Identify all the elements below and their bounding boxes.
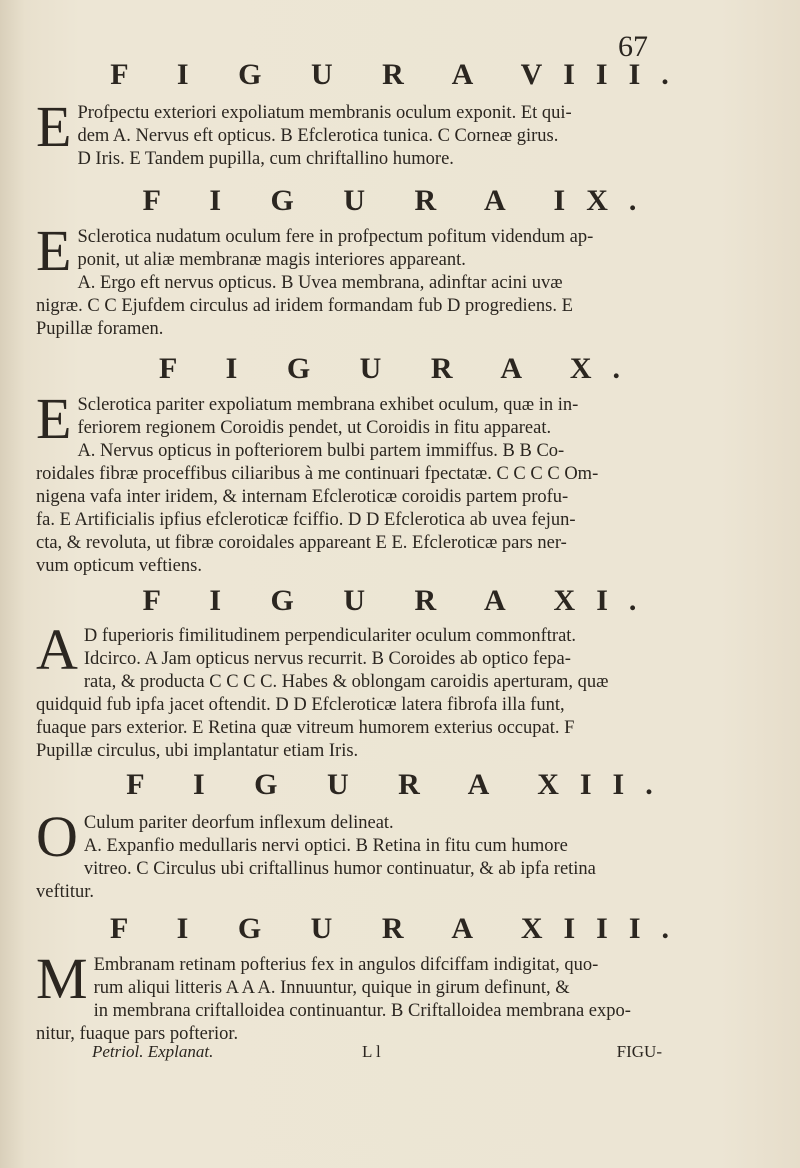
text-line: cta, & revoluta, ut fibræ coroidales appareant E E. Efcleroticæ pars ner- xyxy=(36,533,567,553)
text-line: roidales fibræ proceffibus ciliaribus à me continuari fpectatæ. C C C C Om- xyxy=(36,464,599,484)
footer-catchword: FIGU- xyxy=(616,1042,662,1061)
text-line: feriorem regionem Coroidis pendet, ut Coroidis in fitu appareat. xyxy=(77,418,552,438)
text-line: dem A. Nervus eft opticus. B Efclerotica tunica. C Corneæ girus. xyxy=(77,126,559,146)
text-line: ponit, ut aliæ membranæ magis interiores appareant. xyxy=(77,250,466,270)
text-line: nitur, fuaque pars pofterior. xyxy=(36,1024,239,1044)
figure-text-x xyxy=(36,386,656,578)
text-line: rata, & producta C C C C. Habes & oblongam caroidis aperturam, quæ xyxy=(83,672,609,692)
text-line: in membrana criftalloidea continuantur. B Criftalloidea membrana expo- xyxy=(93,1001,631,1021)
text-line: A. Ergo eft nervus opticus. B Uvea membrana, adinftar acini uvæ xyxy=(77,273,563,293)
text-line: D fuperioris fimilitudinem perpendiculariter oculum commonftrat. xyxy=(83,626,577,646)
figure-title-xiii: F I G U R A XIII. xyxy=(109,912,691,945)
figure-text-xii xyxy=(36,804,656,904)
text-line: Sclerotica nudatum oculum fere in profpectum pofitum videndum ap- xyxy=(77,227,594,247)
text-line: A. Nervus opticus in pofteriorem bulbi partem immiffus. B B Co- xyxy=(77,441,565,461)
text-line: fuaque pars exterior. E Retina quæ vitreum humorem exterius occupat. F xyxy=(36,718,575,738)
figure-text-ix xyxy=(36,218,656,341)
text-line: Pupillæ circulus, ubi implantatur etiam Iris. xyxy=(36,741,359,761)
figure-title-x: F I G U R A X. xyxy=(158,352,642,385)
text-line: A. Expanfio medullaris nervi optici. B Retina in fitu cum humore xyxy=(83,836,568,856)
text-line: Pupillæ foramen. xyxy=(36,319,164,339)
drop-cap: O xyxy=(36,804,78,869)
text-line: vum opticum veftiens. xyxy=(36,556,202,576)
drop-cap: M xyxy=(36,946,88,1011)
text-line: quidquid fub ipfa jacet oftendit. D D Efcleroticæ latera fibrofa illa funt, xyxy=(36,695,565,715)
footer-catchword-source: Petriol. Explanat. xyxy=(92,1042,214,1061)
drop-cap: A xyxy=(36,617,78,682)
text-line: rum aliqui litteris A A A. Innuuntur, quique in girum definunt, & xyxy=(93,978,570,998)
text-line: veftitur. xyxy=(36,882,95,902)
text-line: nigena vafa inter iridem, & internam Efcleroticæ coroidis partem profu- xyxy=(36,487,569,507)
figure-title-xi: F I G U R A XI. xyxy=(142,584,658,617)
figure-title-xii: F I G U R A XII. xyxy=(126,768,674,801)
footer-signature: L l xyxy=(362,1042,381,1061)
text-line: Idcirco. A Jam opticus nervus recurrit. B Coroides ab optico fepa- xyxy=(83,649,571,669)
figure-text-xiii xyxy=(36,946,656,1046)
drop-cap: E xyxy=(36,218,72,283)
text-line: D Iris. E Tandem pupilla, cum chriftallino humore. xyxy=(77,149,454,169)
text-line: nigræ. C C Ejufdem circulus ad iridem formandam fub D progrediens. E xyxy=(36,296,573,316)
figure-title-viii: F I G U R A VIII. xyxy=(110,58,690,91)
figure-text-xi xyxy=(36,617,656,763)
text-line: Culum pariter deorfum inflexum delineat. xyxy=(83,813,394,833)
text-line: Embranam retinam pofterius fex in angulos difciffam indigitat, quo- xyxy=(93,955,599,975)
text-line: fa. E Artificialis ipfius efcleroticæ fciffio. D D Efclerotica ab uvea fejun- xyxy=(36,510,576,530)
page-number: 67 xyxy=(618,30,648,63)
figure-text-viii xyxy=(36,94,656,171)
figure-title-ix: F I G U R A IX. xyxy=(142,184,658,217)
text-line: vitreo. C Circulus ubi criftallinus humor continuatur, & ab ipfa retina xyxy=(83,859,596,879)
drop-cap: E xyxy=(36,94,72,159)
text-line: Sclerotica pariter expoliatum membrana exhibet oculum, quæ in in- xyxy=(77,395,579,415)
drop-cap: E xyxy=(36,386,72,451)
text-line: Profpectu exteriori expoliatum membranis oculum exponit. Et qui- xyxy=(77,103,572,123)
